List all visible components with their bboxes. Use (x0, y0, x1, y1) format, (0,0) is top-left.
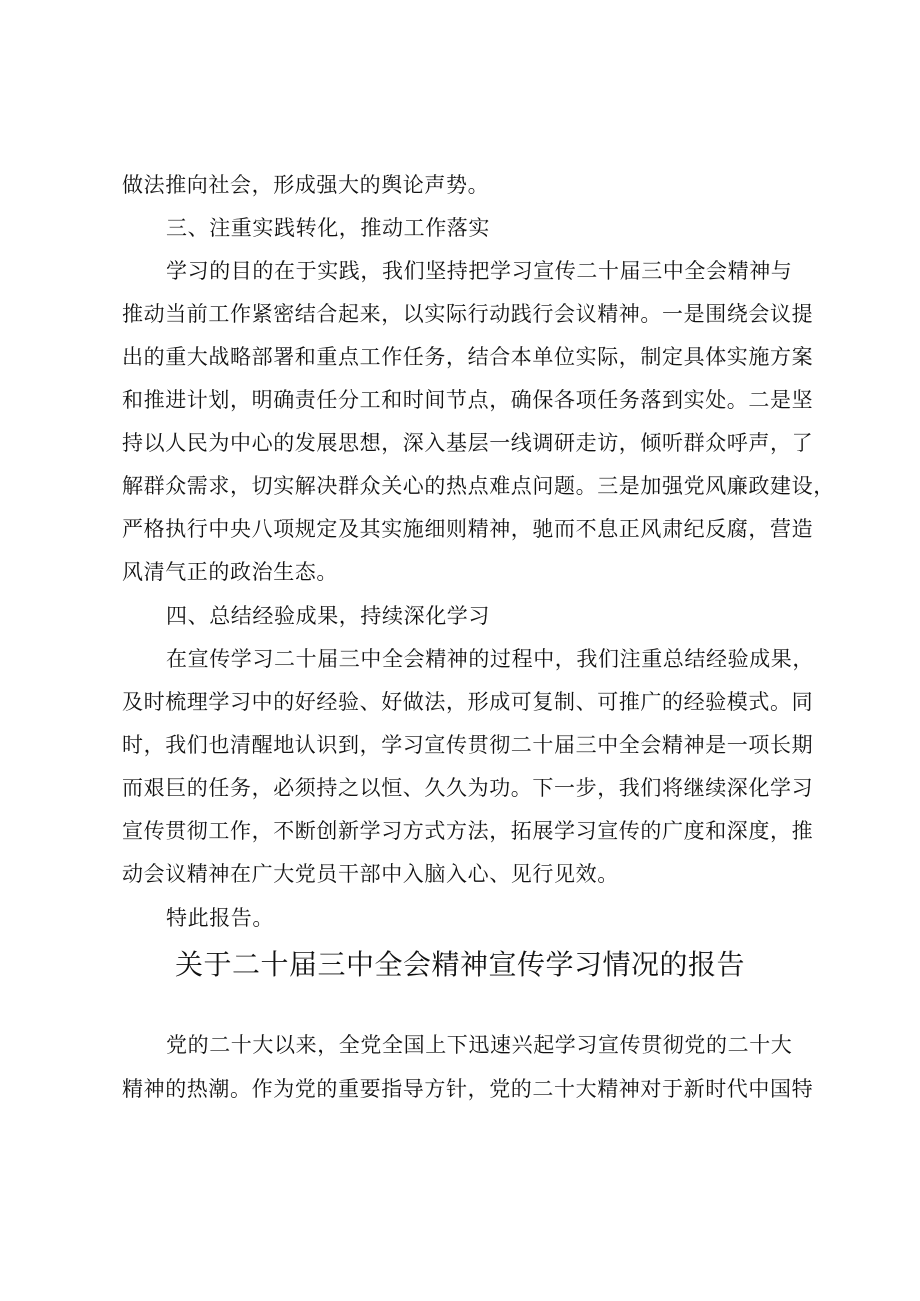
paragraph-line: 和推进计划，明确责任分工和时间节点，确保各项任务落到实处。二是坚 (122, 388, 814, 412)
paragraph-line: 在宣传学习二十届三中全会精神的过程中，我们注重总结经验成果， (166, 647, 814, 671)
paragraph-line: 而艰巨的任务，必须持之以恒、久久为功。下一步，我们将继续深化学习 (122, 776, 814, 800)
paragraph-line: 做法推向社会，形成强大的舆论声势。 (122, 173, 490, 197)
section-heading-4: 四、总结经验成果，持续深化学习 (166, 604, 490, 628)
paragraph-line: 推动当前工作紧密结合起来，以实际行动践行会议精神。一是围绕会议提 (122, 302, 814, 326)
paragraph-line: 学习的目的在于实践，我们坚持把学习宣传二十届三中全会精神与 (166, 259, 793, 283)
closing-line: 特此报告。 (166, 906, 274, 930)
paragraph-line: 动会议精神在广大党员干部中入脑入心、见行见效。 (122, 862, 619, 886)
paragraph-line: 风清气正的政治生态。 (122, 560, 338, 584)
report-title: 关于二十届三中全会精神宣传学习情况的报告 (174, 948, 745, 981)
paragraph-line: 精神的热潮。作为党的重要指导方针，党的二十大精神对于新时代中国特 (122, 1077, 814, 1101)
paragraph-line: 出的重大战略部署和重点工作任务，结合本单位实际，制定具体实施方案 (122, 345, 814, 369)
paragraph-line: 严格执行中央八项规定及其实施细则精神，驰而不息正风肃纪反腐，营造 (122, 517, 814, 541)
section-heading-3: 三、注重实践转化，推动工作落实 (166, 216, 490, 240)
paragraph-line: 及时梳理学习中的好经验、好做法，形成可复制、可推广的经验模式。同 (122, 690, 814, 714)
paragraph-line: 时，我们也清醒地认识到，学习宣传贯彻二十届三中全会精神是一项长期 (122, 733, 814, 757)
paragraph-line: 党的二十大以来，全党全国上下迅速兴起学习宣传贯彻党的二十大 (166, 1033, 793, 1057)
paragraph-line: 解群众需求，切实解决群众关心的热点难点问题。三是加强党风廉政建设， (122, 474, 835, 498)
paragraph-line: 宣传贯彻工作，不断创新学习方式方法，拓展学习宣传的广度和深度，推 (122, 819, 814, 843)
paragraph-line: 持以人民为中心的发展思想，深入基层一线调研走访，倾听群众呼声，了 (122, 431, 814, 455)
